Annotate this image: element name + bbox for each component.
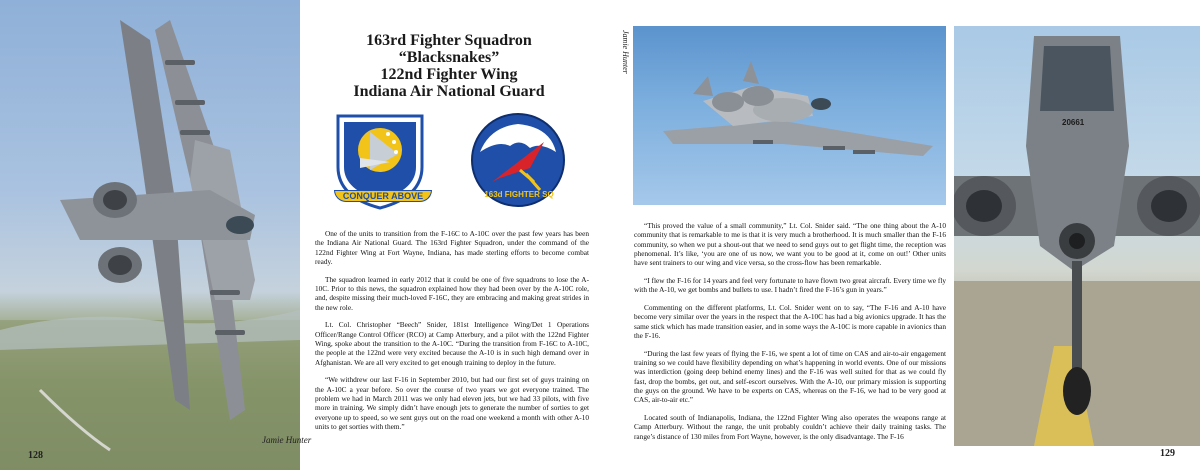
heading-line-3: 122nd Fighter Wing	[380, 66, 518, 83]
unit-emblems	[330, 112, 580, 212]
squadron-heading	[310, 32, 588, 100]
right-page-number: 129	[1160, 448, 1175, 459]
heading-line-4: Indiana Air National Guard	[353, 83, 545, 100]
right-article-text	[634, 221, 946, 449]
squadron-emblem-label: 163d FIGHTER SQ	[484, 190, 554, 199]
a10-aircraft-image	[0, 0, 300, 470]
a10-inflight-photo	[633, 26, 946, 205]
aircraft-tail-number: 20661	[1062, 118, 1085, 127]
right-paragraph: “During the last few years of flying the F-16, we spent a lot of time on CAS and air-to-air engagement training so we could have flexibility depending on what’s happening in world events. One of our missions was interdiction (going deep behind enemy lines) and the F-16 was well suited for that as we could fly fast, drop the bombs, get out, and self-escort ourselves. With the A-10, our primary mission is supporting the guys on the ground. We have to be experts on CAS, whereas on the F-16, we had to be very good at CAS, air-to-air etc.”	[634, 348, 946, 405]
left-page-number: 128	[28, 450, 43, 461]
heading-line-2: “Blacksnakes”	[398, 49, 500, 66]
right-paragraph: Located south of Indianapolis, Indiana, the 122nd Fighter Wing also operates the weapons range at Camp Atterbury. Without the range, the unit probably couldn’t achieve their daily training tasks. The range’s distance of 130 miles from Fort Wayne, however, is the only disadvantage. The F-16	[634, 413, 946, 441]
left-paragraph: “We withdrew our last F-16 in September 2010, but had our first set of guys training on the A-10C a year before. So over the course of two years we got everyone trained. The problem we had in March 2011 was we only had eleven jets, but we had 33 pilots, with five more in training. We simply didn’t have enough jets to generate the number of sorties to get everyone up to speed, so we sent guys out on the road one weekend a month with other A-10 units to get sorties with them.”	[315, 375, 589, 431]
a10-inflight-image	[633, 26, 946, 205]
right-photo-credit: Jamie Hunter	[621, 30, 630, 74]
a10-ground-front-photo	[954, 26, 1200, 446]
a10-ground-image	[954, 26, 1200, 446]
left-paragraph: The squadron learned in early 2012 that it could be one of five squadrons to lose the A-10C. Prior to this news, the squadron explained how they had been over by the A-10C role, and, despite missing their much-loved F-16C, they are embracing and making great strides in the new role.	[315, 274, 589, 312]
right-paragraph: Commenting on the different platforms, Lt. Col. Snider went on to say, “The F-16 and A-10 have become very similar over the years in the respect that the A-10C has had a big avionics upgrade. It has the same stick which has made transition easier, and in some ways the A-10C is more capable in avionics than the F-16.	[634, 303, 946, 340]
heading-line-1: 163rd Fighter Squadron	[366, 32, 532, 49]
emblem-motto: CONQUER ABOVE	[334, 190, 432, 202]
right-paragraph: “I flew the F-16 for 14 years and feel very fortunate to have flown two great aircraft. Every time we fly with the A-10, we get bombs and bullets to use. I hadn’t fired the F-16’s gun in years.”	[634, 275, 946, 295]
left-article-text	[315, 229, 589, 440]
left-paragraph: Lt. Col. Christopher “Beech” Snider, 181st Intelligence Wing/Det 1 Operations Officer/Range Control Officer (RCO) at Camp Atterbury, and a pilot with the 122nd Fighter Wing, spoke about the transition to the A-10C. “During the transition from F-16C to A-10C, the people at the 122nd were very excited because the A-10 is in such high demand over in Afghanistan. We are all very excited to get enough training to deploy in the future.	[315, 320, 589, 367]
a10-banking-photo	[0, 0, 300, 470]
right-paragraph: “This proved the value of a small community,” Lt. Col. Snider said. “The one thing about the A-10 community that is remarkable to me is that it is very much a brotherhood. It is much smaller than the F-16 community, so when we put a shout-out that we need to send guys out to get flight time, the reception was phenomenal. It’s like, ‘you are one of us now, we want you to be good at it, come on out!’ Other units have sent trainers to our wing and vice versa, so the cross-flow has been remarkable.	[634, 221, 946, 268]
left-paragraph: One of the units to transition from the F-16C to A-10C over the past few years has been the Indiana Air National Guard. The 163rd Fighter Squadron, under the command of the 122nd Fighter Wing at Fort Wayne, Indiana, has made sterling efforts to become combat ready.	[315, 229, 589, 266]
left-photo-credit: Jamie Hunter	[262, 435, 312, 445]
